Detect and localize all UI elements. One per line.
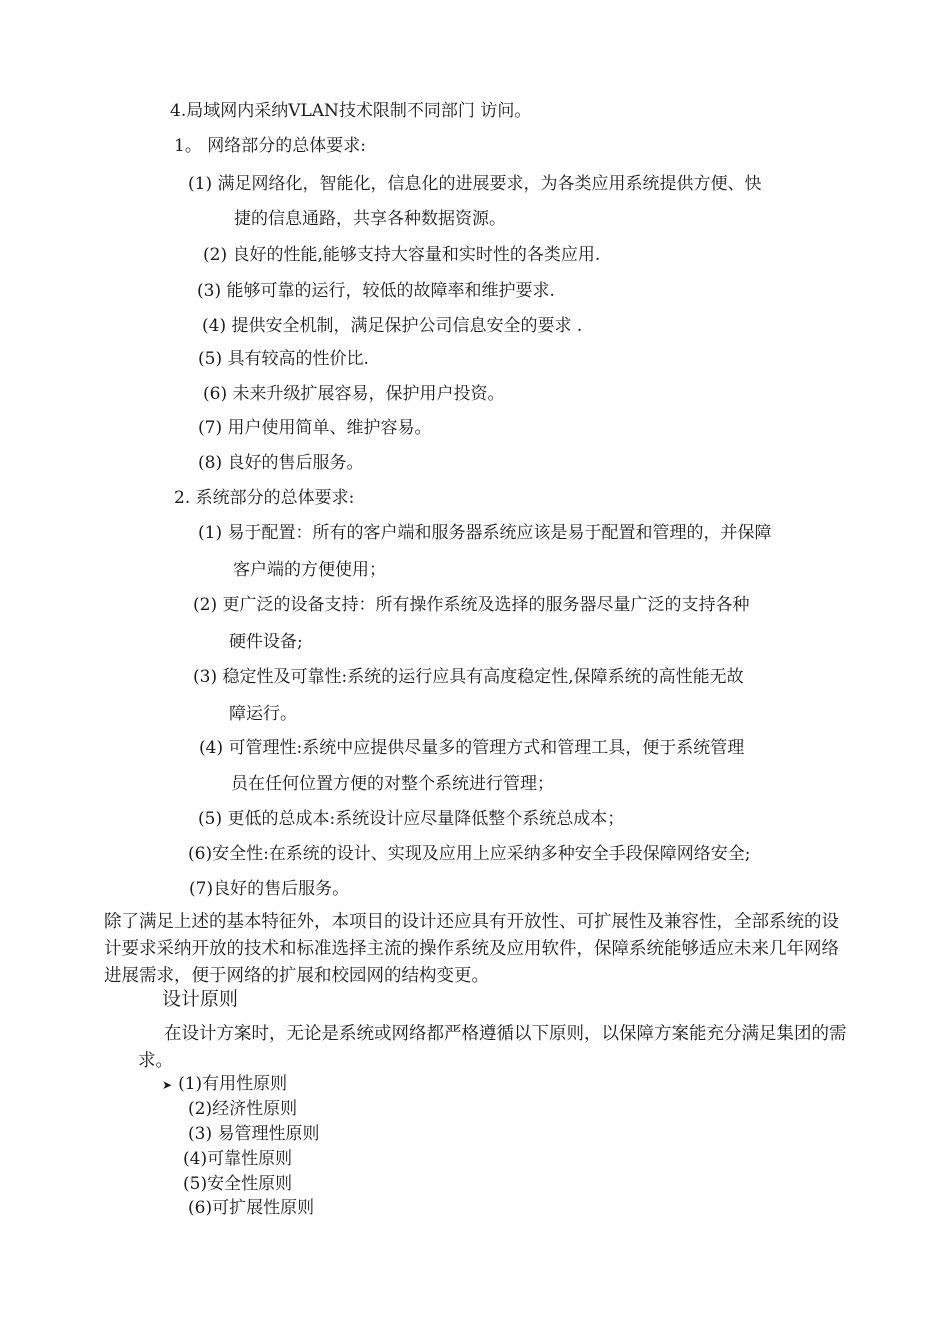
system-req-4: (4) 可管理性:系统中应提供尽量多的管理方式和管理工具，便于系统管理: [199, 738, 745, 758]
system-requirements-heading: 2. 系统部分的总体要求:: [174, 488, 355, 508]
system-req-2-cont: 硬件设备;: [229, 632, 303, 652]
system-req-3: (3) 稳定性及可靠性:系统的运行应具有高度稳定性,保障系统的高性能无故: [193, 667, 744, 687]
principle-item: (5)安全性原则: [183, 1174, 293, 1194]
principle-item: [162, 1073, 287, 1096]
system-req-4-cont: 员在任何位置方便的对整个系统进行管理；: [231, 774, 554, 794]
principle-item: (4)可靠性原则: [183, 1149, 293, 1169]
system-req-1-cont: 客户端的方便使用；: [233, 560, 386, 580]
principle-item: (3) 易管理性原则: [188, 1124, 320, 1144]
system-req-1: (1) 易于配置：所有的客户端和服务器系统应该是易于配置和管理的，并保障: [198, 523, 772, 543]
system-req-7: (7)良好的售后服务。: [189, 879, 350, 899]
summary-paragraph: 除了满足上述的基本特征外，本项目的设计还应具有开放性、可扩展性及兼容性，全部系统的设计要求采纳开放的技术和标准选择主流的操作系统及应用软件，保障系统能够适应未来几年网络进展需求，便于网络的扩展和校园网的结构变更。: [104, 912, 839, 986]
system-req-5: (5) 更低的总成本:系统设计应尽量降低整个系统总成本；: [198, 809, 625, 829]
network-req-5: (5) 具有较高的性价比.: [198, 349, 369, 369]
network-req-1-cont: 捷的信息通路，共享各种数据资源。: [234, 209, 506, 229]
principle-label: (1)有用性原则: [178, 1074, 288, 1094]
network-req-1: (1) 满足网络化，智能化，信息化的进展要求，为各类应用系统提供方便、快: [188, 174, 762, 194]
design-intro-paragraph: 在设计方案时，无论是系统或网络都严格遵循以下原则，以保障方案能充分满足集团的需求。: [138, 1024, 847, 1071]
network-policy-line: 4.局域网内采纳VLAN技术限制不同部门 访问。: [170, 101, 532, 121]
network-req-2: (2) 良好的性能,能够支持大容量和实时性的各类应用.: [203, 245, 601, 265]
system-req-3-cont: 障运行。: [229, 704, 297, 724]
principle-item: (2)经济性原则: [188, 1099, 298, 1119]
system-req-6: (6)安全性:在系统的设计、实现及应用上应采纳多种安全手段保障网络安全;: [188, 844, 751, 864]
network-req-8: (8) 良好的售后服务。: [198, 453, 364, 473]
principle-item: (6)可扩展性原则: [188, 1198, 315, 1218]
network-req-7: (7) 用户使用简单、维护容易。: [198, 418, 432, 438]
network-requirements-heading: 1。 网络部分的总体要求:: [174, 136, 366, 156]
design-principles-heading: 设计原则: [162, 988, 239, 1010]
network-req-6: (6) 未来升级扩展容易，保护用户投资。: [203, 384, 505, 404]
network-req-3: (3) 能够可靠的运行，较低的故障率和维护要求.: [197, 281, 555, 301]
arrow-bullet-icon: ➤: [162, 1078, 173, 1092]
network-req-4: (4) 提供安全机制，满足保护公司信息安全的要求 .: [202, 316, 583, 336]
system-req-2: (2) 更广泛的设备支持：所有操作系统及选择的服务器尽量广泛的支持各种: [193, 595, 750, 615]
